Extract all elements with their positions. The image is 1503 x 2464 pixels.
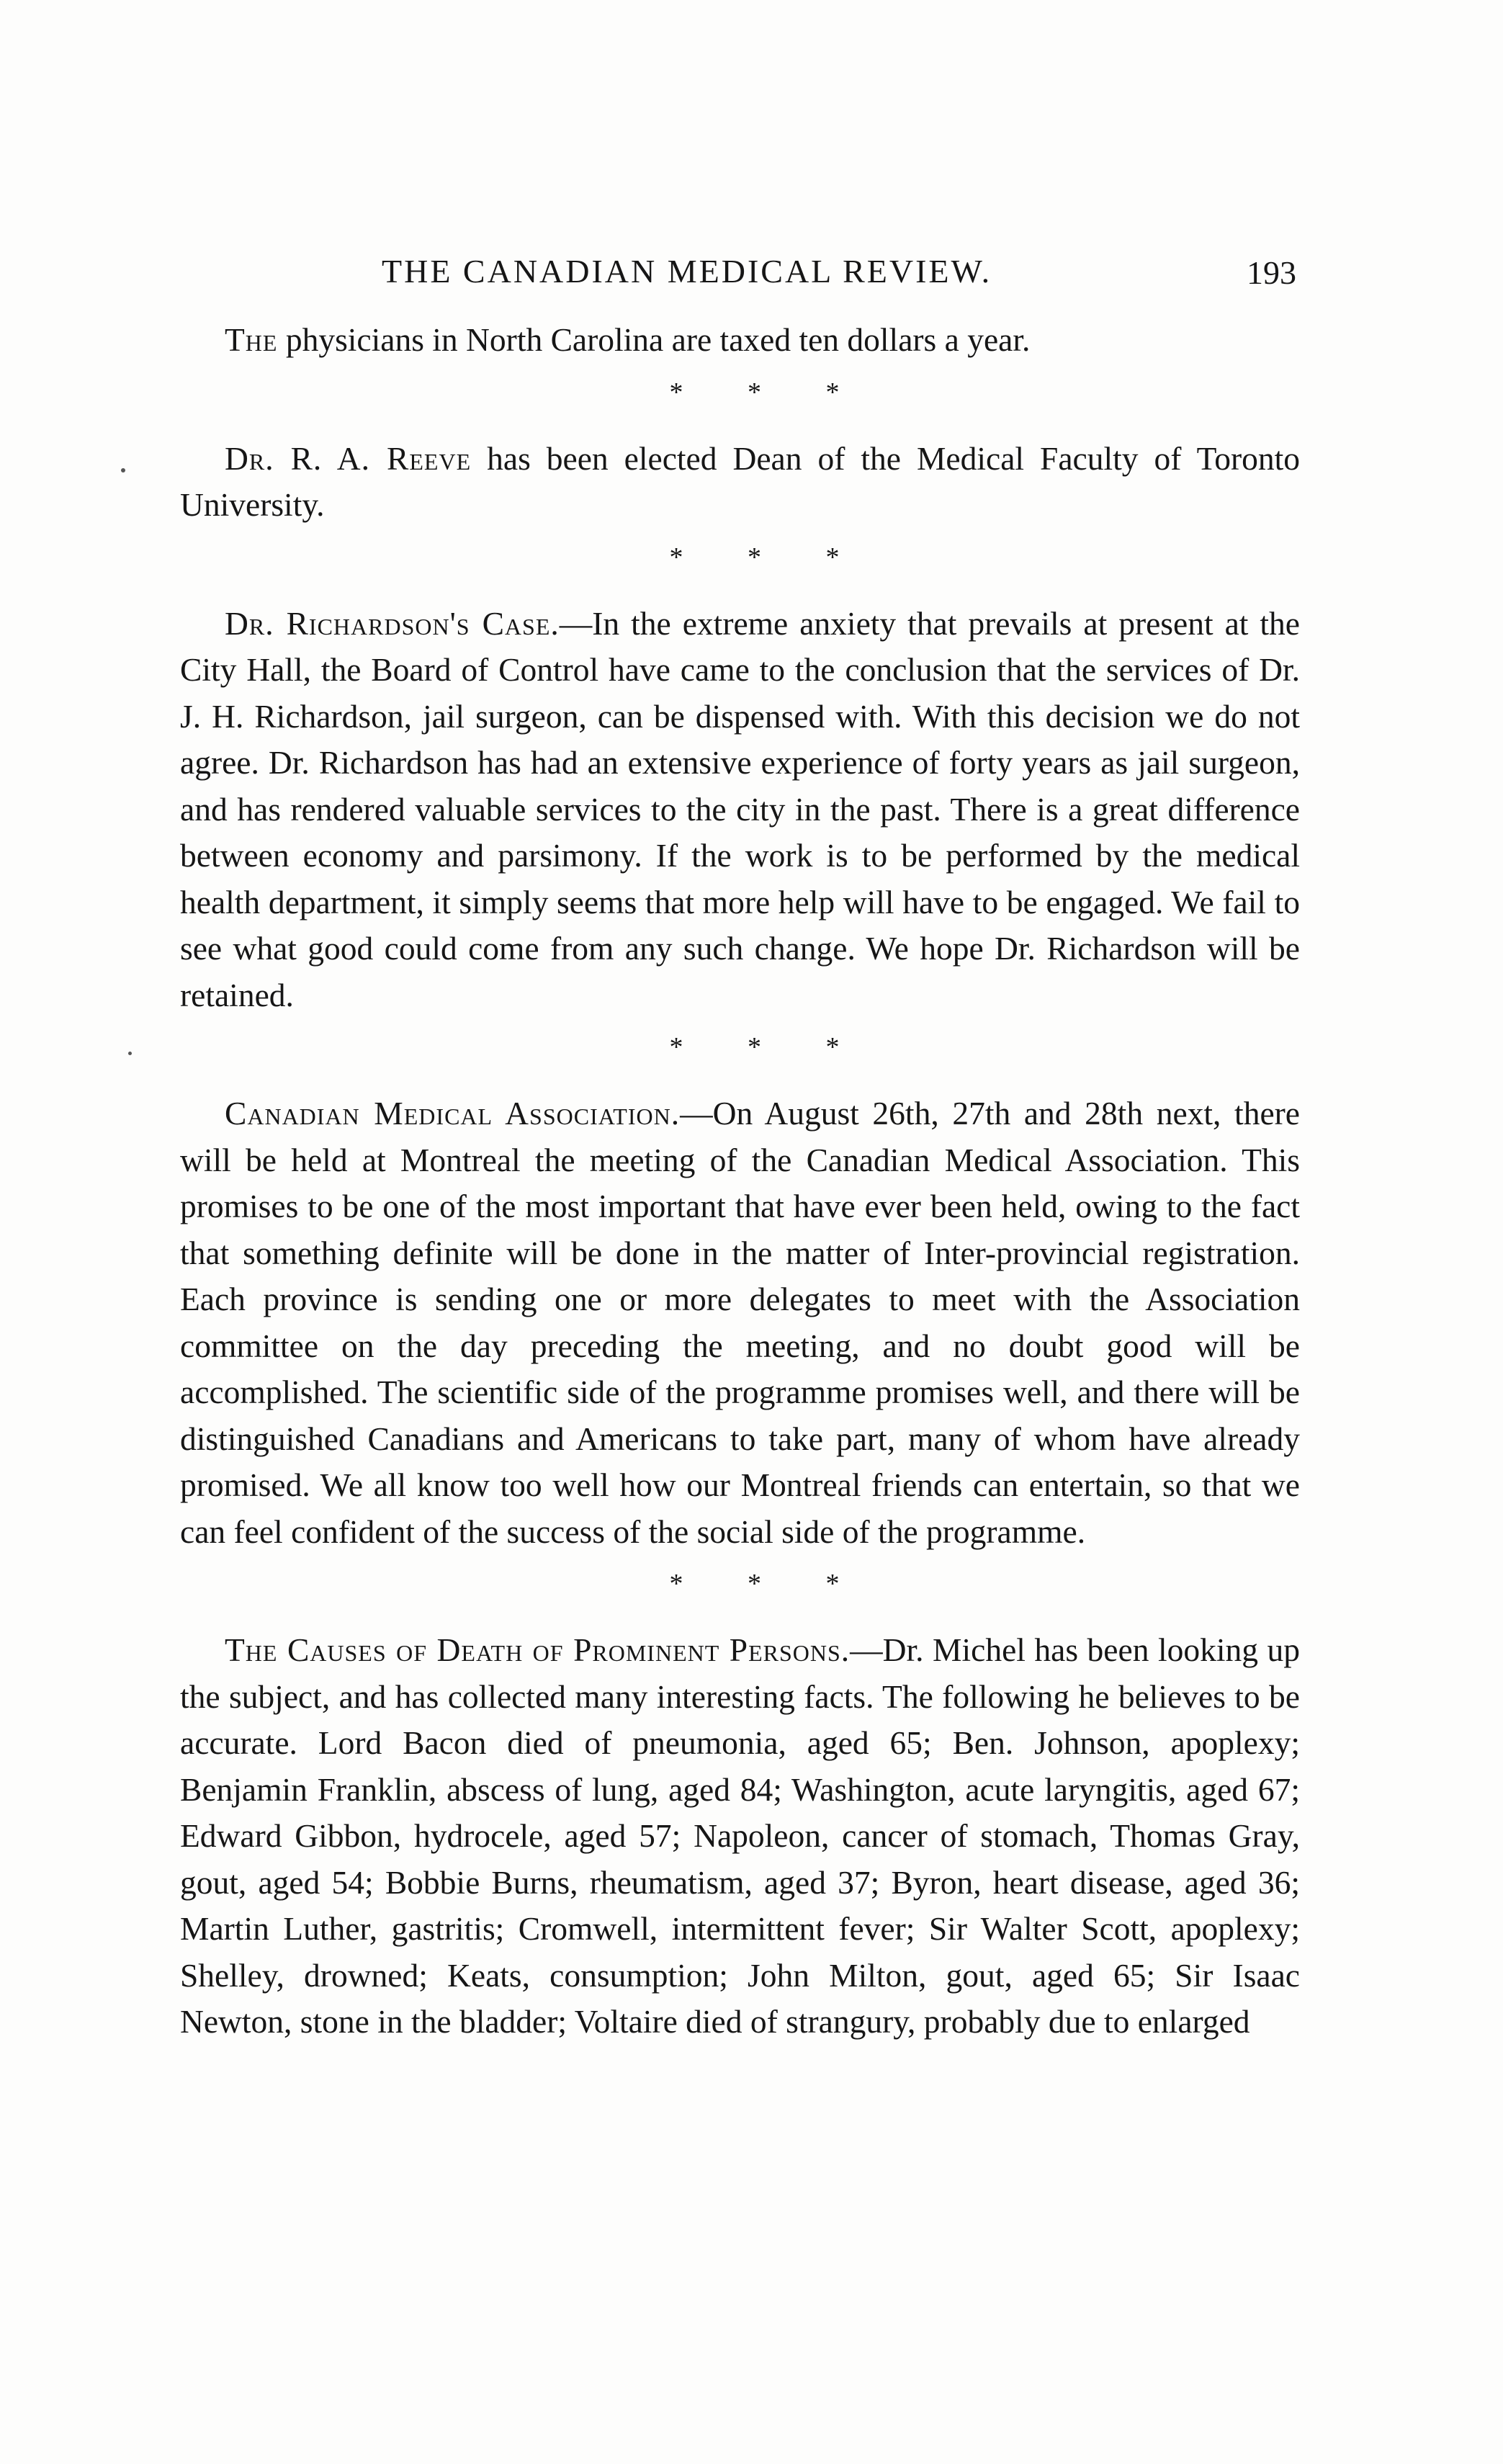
section-separator: * * *	[669, 542, 869, 573]
article-text: —In the extreme anxiety that prevails at present at the City Hall, the Board of Control have came to the conclusion that the services of Dr. J. H. Richardson, jail surgeon, can be dispensed with. With this decision we do not agree. Dr. Richardson has had an extensive experience of forty years as jail surgeon, and has rendered valuable services to the city in the past. There is a great difference between economy and parsimony. If the work is to be performed by the medical health department, it simply seems that more help will have to be engaged. We fail to see what good could come from any such change. We hope Dr. Richardson will be retained.	[180, 604, 1300, 1013]
article-text: has been elected Dean of the Medical Faculty of Toronto University.	[180, 439, 1300, 523]
article-text: physicians in North Carolina are taxed ten dollars a year.	[277, 321, 1031, 358]
section-separator: * * *	[669, 1569, 869, 1599]
scan-speck	[128, 1052, 132, 1055]
page-number: 193	[1247, 254, 1296, 291]
article-north-carolina-tax	[180, 317, 1300, 364]
article-lead: Dr. Richardson's Case.	[225, 604, 560, 642]
article-richardson-case	[180, 601, 1300, 1019]
journal-title: THE CANADIAN MEDICAL REVIEW.	[382, 253, 992, 290]
article-text: —On August 26th, 27th and 28th next, there will be held at Montreal the meeting of the Canadian Medical Association. This promises to be one of the most important that have ever been held, owing to the fact that something definite will be done in the matter of Inter-provincial registration. Each province is sending one or more delegates to meet with the Association committee on the day preceding the meeting, and no doubt good will be accomplished. The scientific side of the programme promises well, and there will be distinguished Canadians and Americans to take part, many of whom have already promised. We all know too well how our Montreal friends can entertain, so that we can feel confident of the success of the social side of the programme.	[180, 1095, 1300, 1550]
article-lead: The Causes of Death of Prominent Persons.	[225, 1631, 851, 1668]
scan-speck	[121, 468, 125, 472]
article-text: —Dr. Michel has been looking up the subject, and has collected many interesting facts. The following he believes to be accurate. Lord Bacon died of pneumonia, aged 65; Ben. Johnson, apoplexy; Benjamin Franklin, abscess of lung, aged 84; Washington, acute laryngitis, aged 67; Edward Gibbon, hydrocele, aged 57; Napoleon, cancer of stomach, Thomas Gray, gout, aged 54; Bobbie Burns, rheumatism, aged 37; Byron, heart disease, aged 36; Martin Luther, gastritis; Cromwell, intermittent fever; Sir Walter Scott, apoplexy; Shelley, drowned; Keats, consumption; John Milton, gout, aged 65; Sir Isaac Newton, stone in the bladder; Voltaire died of strangury, probably due to enlarged	[180, 1631, 1300, 2040]
section-separator: * * *	[669, 1032, 869, 1062]
article-canadian-medical-association	[180, 1090, 1300, 1555]
running-head	[180, 252, 1296, 295]
article-reeve-dean	[180, 436, 1300, 529]
article-lead: Canadian Medical Association.	[225, 1095, 681, 1132]
text-column	[180, 317, 1300, 2046]
article-causes-of-death	[180, 1627, 1300, 2046]
article-lead: The	[225, 321, 278, 358]
section-separator: * * *	[669, 377, 869, 408]
article-lead: Dr. R. A. Reeve	[225, 439, 472, 477]
